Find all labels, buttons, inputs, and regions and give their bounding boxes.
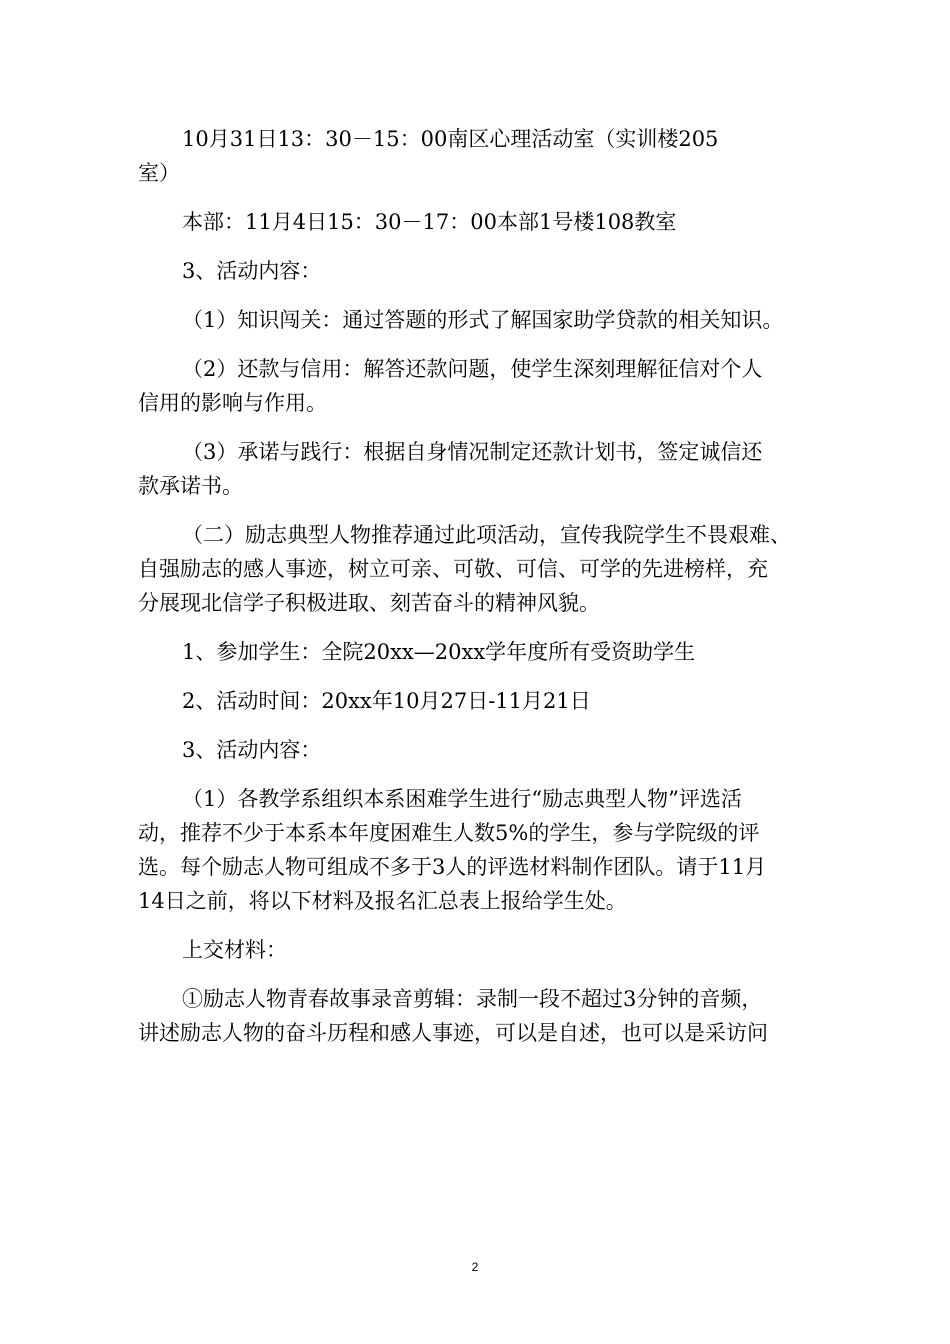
paragraph-line: 本部：11月4日15：30－17：00本部1号楼108教室 [182, 210, 677, 234]
paragraph-p12 [138, 933, 824, 967]
paragraph-p3 [138, 254, 824, 288]
paragraph-p10 [138, 733, 824, 767]
paragraph-line: 1、参加学生：全院20xx—20xx学年度所有受资助学生 [182, 640, 696, 664]
page-number: 2 [471, 1260, 479, 1274]
paragraph-line: 款承诺书。 [138, 474, 243, 498]
paragraph-line: （2）还款与信用：解答还款问题，使学生深刻理解征信对个人 [182, 357, 763, 381]
paragraph-p4 [138, 303, 824, 337]
paragraph-line: 3、活动内容： [182, 259, 322, 283]
paragraph-p11 [138, 782, 824, 918]
paragraph-line: 选。每个励志人物可组成不多于3人的评选材料制作团队。请于11月 [138, 855, 767, 879]
paragraph-line: 自强励志的感人事迹，树立可亲、可敬、可信、可学的先进榜样，充 [138, 557, 768, 581]
paragraph-line: 讲述励志人物的奋斗历程和感人事迹，可以是自述，也可以是采访问 [138, 1021, 768, 1045]
paragraph-line: 动，推荐不少于本系本年度困难生人数5%的学生，参与学院级的评 [138, 821, 760, 845]
paragraph-line: ①励志人物青春故事录音剪辑：录制一段不超过3分钟的音频， [182, 987, 763, 1011]
paragraph-p13 [138, 982, 824, 1050]
paragraph-line: （二）励志典型人物推荐通过此项活动，宣传我院学生不畏艰难、 [182, 523, 791, 547]
paragraph-line: 3、活动内容： [182, 738, 322, 762]
paragraph-line: （3）承诺与践行：根据自身情况制定还款计划书，签定诚信还 [182, 440, 763, 464]
paragraph-p2 [138, 205, 824, 239]
document-body [138, 122, 824, 1050]
paragraph-line: 2、活动时间：20xx年10月27日-11月21日 [182, 689, 591, 713]
paragraph-p6 [138, 435, 824, 503]
paragraph-line: 14日之前，将以下材料及报名汇总表上报给学生处。 [138, 889, 627, 913]
paragraph-line: （1）各教学系组织本系困难学生进行“励志典型人物”评选活 [182, 787, 742, 811]
paragraph-p1 [138, 122, 824, 190]
paragraph-line: 室） [138, 161, 180, 185]
paragraph-p5 [138, 352, 824, 420]
paragraph-p9 [138, 684, 824, 718]
paragraph-line: 信用的影响与作用。 [138, 391, 327, 415]
paragraph-p7 [138, 518, 824, 620]
paragraph-line: 分展现北信学子积极进取、刻苦奋斗的精神风貌。 [138, 591, 600, 615]
paragraph-p8 [138, 635, 824, 669]
paragraph-line: （1）知识闯关：通过答题的形式了解国家助学贷款的相关知识。 [182, 308, 784, 332]
paragraph-line: 上交材料： [182, 938, 287, 962]
paragraph-line: 10月31日13：30－15：00南区心理活动室（实训楼205 [182, 127, 719, 151]
